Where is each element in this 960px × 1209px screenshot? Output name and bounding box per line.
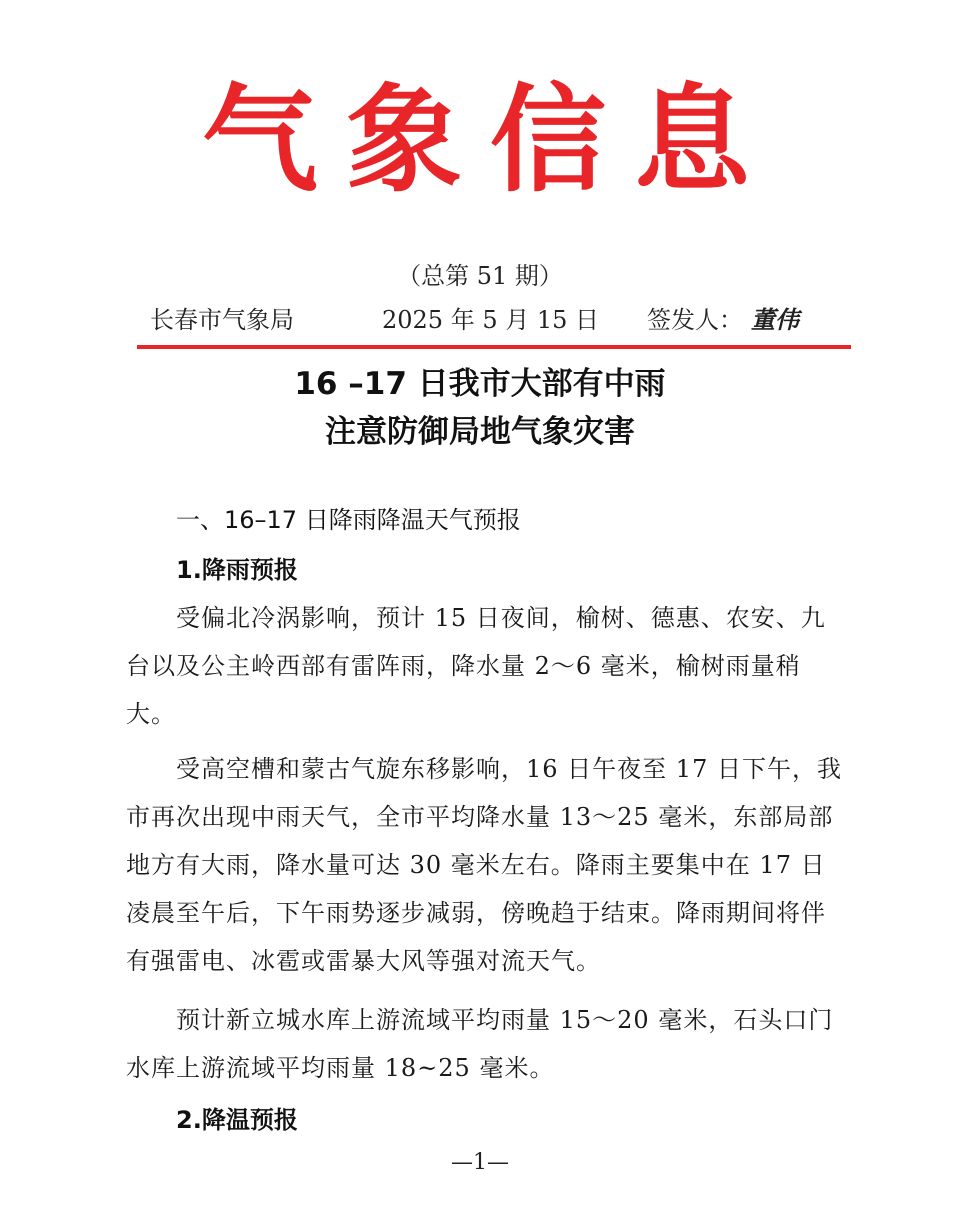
masthead-title: 气象信息	[202, 72, 778, 208]
headline-line-2: 注意防御局地气象灾害	[325, 414, 635, 450]
page-number: —1—	[451, 1150, 509, 1175]
section-1-heading: 一、16–17 日降雨降温天气预报	[176, 506, 521, 534]
temperature-forecast-heading: 2.降温预报	[176, 1106, 298, 1134]
issue-number: （总第 51 期）	[397, 262, 563, 290]
signer-name: 董伟	[751, 305, 799, 334]
rain-paragraph-3: 预计新立城水库上游流域平均雨量 15～20 毫米，石头口门水库上游流域平均雨量 18~25 毫米。	[126, 1006, 834, 1082]
headline	[0, 360, 960, 456]
rain-paragraph-2: 受高空槽和蒙古气旋东移影响，16 日午夜至 17 日下午，我市再次出现中雨天气，全市平均降水量 13～25 毫米，东部局部地方有大雨，降水量可达 30 毫米左右。降雨主要集中在 17 日凌晨至午后，下午雨势逐步减弱，傍晚趋于结束。降雨期间将伴有强雷电、冰雹或雷暴大风等强对流天气。	[126, 755, 842, 975]
signer	[647, 300, 799, 335]
issue-date: 2025 年 5 月 15 日	[382, 306, 600, 334]
rain-paragraph-1: 受偏北冷涡影响，预计 15 日夜间，榆树、德惠、农安、九台以及公主岭西部有雷阵雨，降水量 2～6 毫米，榆树雨量稍大。	[126, 604, 826, 728]
headline-line-1: 16 –17 日我市大部有中雨	[294, 366, 666, 402]
issuer: 长春市气象局	[150, 306, 294, 334]
rain-forecast-heading: 1.降雨预报	[176, 556, 298, 584]
meta-row	[150, 300, 850, 336]
red-divider	[137, 345, 851, 349]
signer-label: 签发人：	[647, 306, 743, 334]
